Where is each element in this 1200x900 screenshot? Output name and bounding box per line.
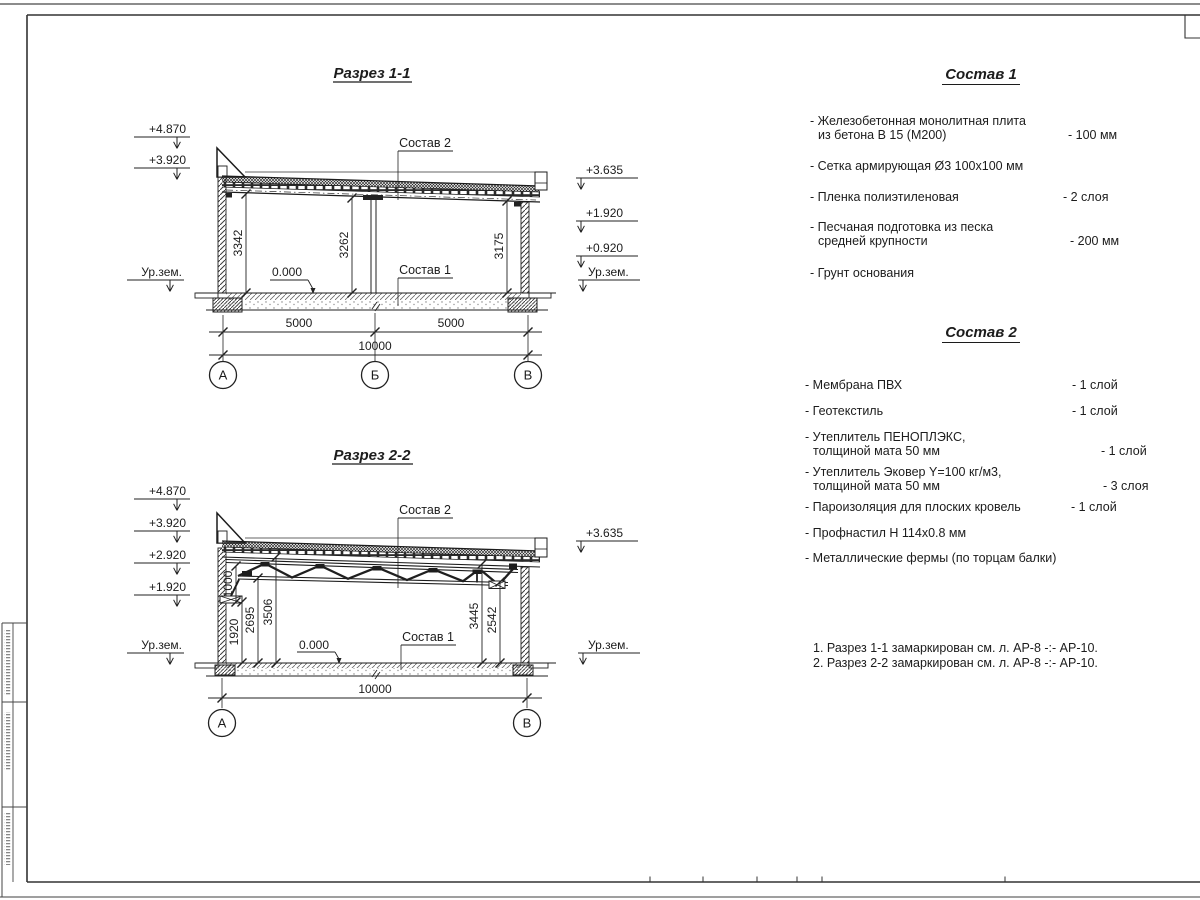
- zero-label: 0.000: [299, 638, 330, 652]
- axis-v: В: [522, 715, 532, 731]
- dim-10000: 10000: [358, 682, 392, 696]
- dim-3506: 3506: [261, 598, 275, 626]
- list-item: - Геотекстиль: [805, 404, 884, 418]
- section-1-1-title: Разрез 1-1: [333, 65, 411, 82]
- callout-sostav2-label: Состав 2: [399, 136, 451, 150]
- dim-2542: 2542: [485, 606, 499, 634]
- elev-1920: +1.920: [586, 206, 624, 220]
- dim-3445: 3445: [467, 602, 481, 630]
- elevation-marks-left: [127, 122, 190, 291]
- dim-5000-a: 5000: [285, 316, 313, 330]
- section-2-2-title: Разрез 2-2: [333, 447, 411, 464]
- axis-a: А: [217, 715, 227, 731]
- elev-3635: +3.635: [586, 163, 624, 177]
- elev-4870: +4.870: [148, 484, 186, 498]
- ground-level-right: Ур.зем.: [588, 638, 629, 652]
- section-2-2: [127, 447, 640, 737]
- list-item: - Металлические фермы (по торцам балки): [805, 551, 1057, 565]
- dim-3175: 3175: [492, 232, 506, 260]
- ground-level-left: Ур.зем.: [141, 638, 182, 652]
- axis-b: Б: [370, 367, 380, 383]
- elev-3635: +3.635: [586, 526, 624, 540]
- elev-2920: +2.920: [148, 548, 186, 562]
- callout-sostav1-label: Состав 1: [399, 263, 451, 277]
- item-value: - 1 слой: [1071, 500, 1117, 514]
- list-item: - Сетка армирующая Ø3 100x100 мм: [810, 159, 1024, 173]
- dim-3342: 3342: [231, 229, 245, 257]
- item-value: - 1 слой: [1072, 378, 1118, 392]
- elev-4870: +4.870: [148, 122, 186, 136]
- axis-markers: [209, 710, 541, 737]
- item-value: - 3 слоя: [1103, 479, 1149, 493]
- zero-level-mark: [270, 265, 316, 294]
- dim-5000-b: 5000: [437, 316, 465, 330]
- list-item: - Утеплитель ПЕНОПЛЭКС, толщиной мата 50 мм: [805, 430, 966, 458]
- horizontal-dimensions: [209, 313, 542, 361]
- item-value: - 100 мм: [1068, 128, 1118, 142]
- note-2: 2. Разрез 2-2 замаркирован см. л. АР-8 -:- АР-10.: [813, 656, 1098, 670]
- roof-assembly: [222, 172, 547, 207]
- ground-level-left: Ур.зем.: [141, 265, 182, 279]
- roof-truss: [220, 560, 518, 604]
- elevation-marks-left: [127, 484, 190, 664]
- axis-a: А: [218, 367, 228, 383]
- column-axis-b: [363, 195, 383, 293]
- axis-v: В: [523, 367, 533, 383]
- title-block-stubs: [650, 877, 1005, 883]
- dim-1920: 1920: [227, 618, 241, 646]
- list-item: - Утеплитель Эковер Y=100 кг/м3, толщиной мата 50 мм: [805, 465, 1002, 493]
- composition-1-title: Состав 1: [795, 66, 1167, 83]
- list-item: - Грунт основания: [810, 266, 915, 280]
- item-value: - 2 слоя: [1063, 190, 1109, 204]
- list-item: - Железобетонная монолитная плита из бетона В 15 (М200): [810, 114, 1026, 142]
- section-1-1: [127, 65, 640, 389]
- floor-slab: [195, 663, 556, 679]
- list-item: - Песчаная подготовка из песка средней крупности: [810, 220, 994, 248]
- callout-sostav1-label: Состав 1: [402, 630, 454, 644]
- elev-3920: +3.920: [148, 153, 186, 167]
- note-1: 1. Разрез 1-1 замаркирован см. л. АР-8 -:- АР-10.: [813, 641, 1098, 655]
- elev-3920: +3.920: [148, 516, 186, 530]
- elevation-marks-right: [576, 163, 640, 291]
- elev-0920: +0.920: [586, 241, 624, 255]
- ground-level-right: Ур.зем.: [588, 265, 629, 279]
- callout-roof-composition: [398, 503, 453, 588]
- list-item: - Пленка полиэтиленовая: [810, 190, 959, 204]
- dim-1000: 1000: [221, 570, 235, 598]
- item-value: - 1 слой: [1072, 404, 1118, 418]
- zero-level-mark: [297, 638, 342, 664]
- axis-markers: [210, 362, 542, 389]
- list-item: - Мембрана ПВХ: [805, 378, 903, 392]
- dim-2695: 2695: [243, 606, 257, 634]
- dim-10000: 10000: [358, 339, 392, 353]
- callout-sostav2-label: Состав 2: [399, 503, 451, 517]
- item-value: - 200 мм: [1070, 234, 1120, 248]
- side-strip-microtext: [4, 630, 11, 865]
- zero-label: 0.000: [272, 265, 303, 279]
- parapet: [217, 148, 245, 177]
- floor-slab: [195, 293, 556, 312]
- elevation-marks-right: [576, 526, 640, 664]
- dim-3262: 3262: [337, 231, 351, 259]
- parapet: [217, 513, 245, 543]
- roof-assembly: [222, 538, 547, 567]
- list-item: - Профнастил Н 114x0.8 мм: [805, 526, 967, 540]
- composition-2-title: Состав 2: [795, 324, 1167, 341]
- item-value: - 1 слой: [1101, 444, 1147, 458]
- elev-1920: +1.920: [148, 580, 186, 594]
- list-item: - Пароизоляция для плоских кровель: [805, 500, 1021, 514]
